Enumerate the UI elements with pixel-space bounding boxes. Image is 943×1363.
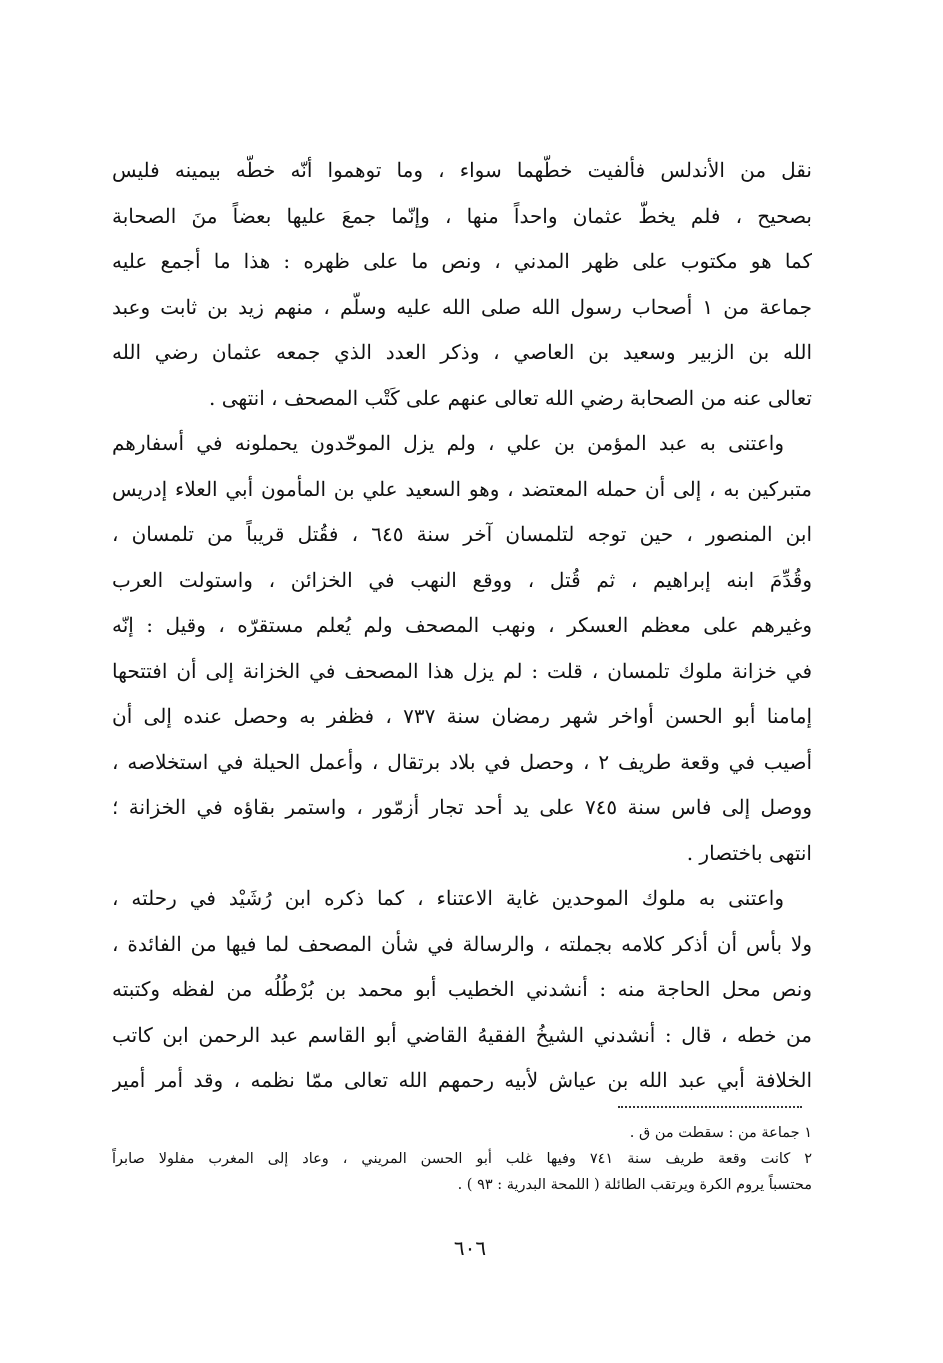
text-line: أصيب في وقعة طريف ٢ ، وحصل في بلاد برتقال ، وأعمل الحيلة في استخلاصه ، <box>112 749 812 774</box>
text-line: ووصل إلى فاس سنة ٧٤٥ على يد أحد تجار أزمّور ، واستمر بقاؤه في الخزانة ؛ <box>112 795 812 819</box>
main-text <box>112 148 812 1104</box>
text-line: متبركين به ، إلى أن حمله المعتضد ، وهو السعيد علي بن المأمون أبي العلاء إدريس <box>112 476 812 501</box>
text-line: كما هو مكتوب على ظهر المدني ، ونص ما على ظهره : هذا ما أجمع عليه <box>112 249 812 273</box>
footnote-1: ١ جماعة من : سقطت من ق . <box>629 1125 812 1141</box>
page-number: ٦٠٦ <box>453 1236 487 1260</box>
text-line: بصحيح ، فلم يخطّ عثمان واحداً منها ، وإنّما جمعَ عليها بعضاً منَ الصحابة <box>112 203 812 228</box>
text-line: الله بن الزبير وسعيد بن العاصي ، وذكر العدد الذي جمعه عثمان رضي الله <box>112 340 812 364</box>
text-line: وقُدِّمَ ابنه إبراهيم ، ثم قُتل ، ووقع النهب في الخزائن ، واستولت العرب <box>112 567 812 592</box>
text-line: ولا بأس أن أذكر كلامه بجملته ، والرسالة في شأن المصحف لما فيها من الفائدة ، <box>112 931 812 956</box>
footnote-2: ٢ كانت وقعة طريف سنة ٧٤١ وفيها غلب أبو الحسن المريني ، وعاد إلى المغرب مفلولا صابراً <box>112 1151 812 1167</box>
footnotes <box>112 1120 812 1198</box>
text-line: وغيرهم على معظم العسكر ، ونهب المصحف ولم يُعلم مستقرّه ، وقيل : إنّه <box>112 613 812 637</box>
text-line: ونص محل الحاجة منه : أنشدني الخطيب أبو محمد بن بُرْطُلُه من لفظه وكتبته <box>112 977 812 1001</box>
text-line: ابن المنصور ، حين توجه لتلمسان آخر سنة ٦٤٥ ، فقُتل قريباً من تلمسان ، <box>112 522 812 546</box>
text-line: انتهى باختصار . <box>686 840 812 865</box>
text-line: من خطه ، قال : أنشدني الشيخُ الفقيهُ القاضي أبو القاسم عبد الرحمن ابن كاتب <box>112 1022 812 1047</box>
text-line: تعالى عنه من الصحابة رضي الله تعالى عنهم على كَتْب المصحف ، انتهى . <box>209 385 812 410</box>
footnote-2-continuation: محتسباً يروم الكرة ويرتقب الطائلة ( اللمحة البدرية : ٩٣ ) . <box>457 1177 812 1193</box>
text-line: واعتنى به ملوك الموحدين غاية الاعتناء ، كما ذكره ابن رُشَيْد في رحلته ، <box>112 886 784 910</box>
text-line: نقل من الأندلس فألفيت خطّهما سواء ، وما توهموا أنّه خطّه بيمينه فليس <box>112 158 812 182</box>
text-line: جماعة من ١ أصحاب رسول الله صلى الله عليه وسلّم ، منهم زيد بن ثابت وعبد <box>112 294 812 319</box>
text-line: الخلافة أبي عبد الله بن عياش لأبيه رحمهم الله تعالى ممّا نظمه ، وقد أمر أمير <box>112 1068 812 1092</box>
footnote-divider <box>618 1106 802 1108</box>
text-line: في خزانة ملوك تلمسان ، قلت : لم يزل هذا المصحف في الخزانة إلى أن افتتحها <box>112 658 812 683</box>
text-line: واعتنى به عبد المؤمن بن علي ، ولم يزل الموحّدون يحملونه في أسفارهم <box>112 431 784 455</box>
text-line: إمامنا أبو الحسن أواخر شهر رمضان سنة ٧٣٧ ، فظفر به وحصل عنده إلى أن <box>112 704 812 728</box>
